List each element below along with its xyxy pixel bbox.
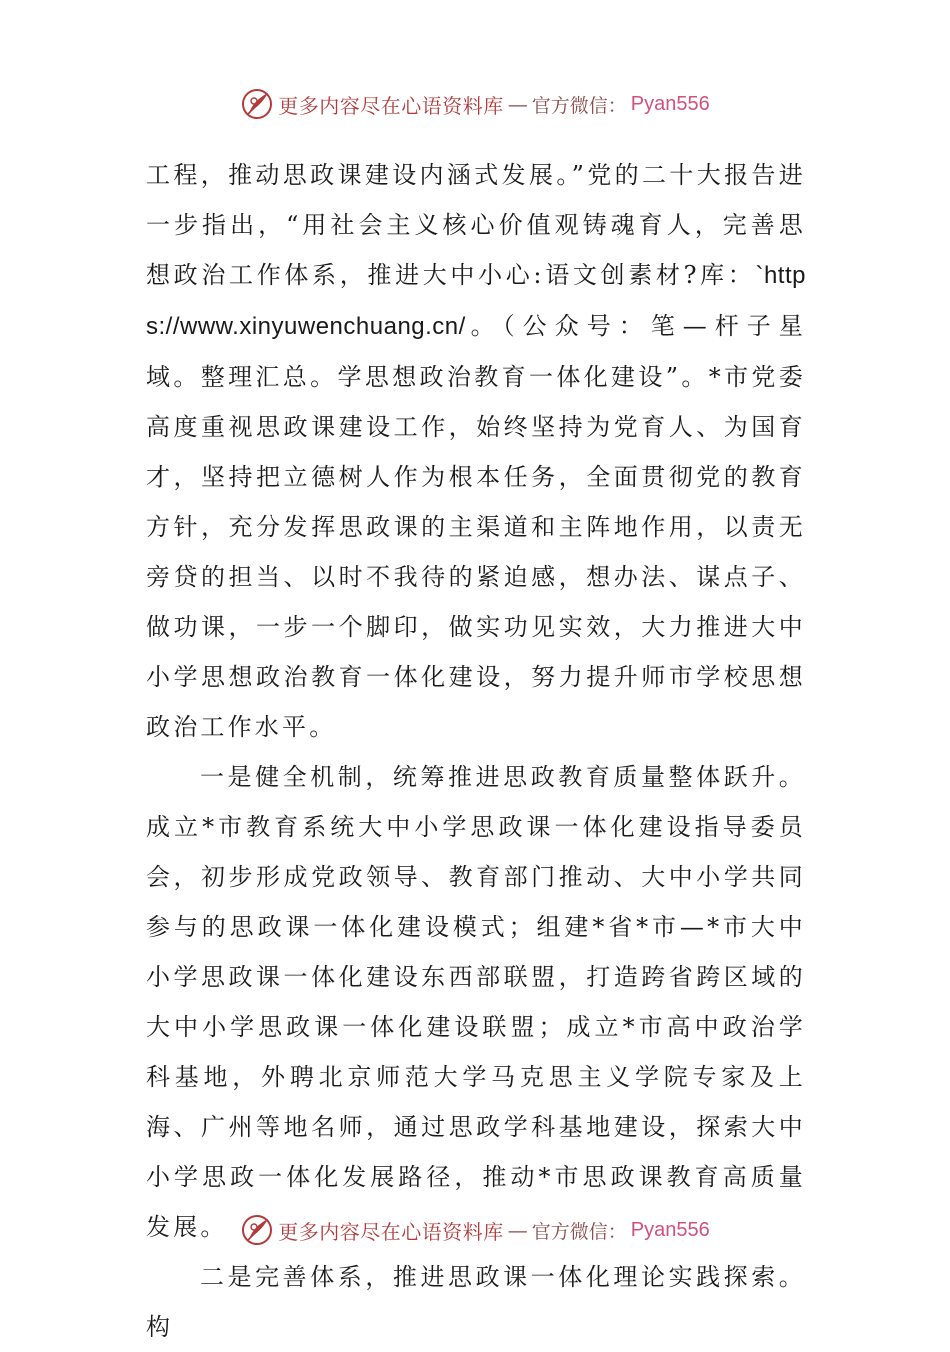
banner-separator: —	[507, 1218, 528, 1242]
paragraph-1	[146, 150, 806, 752]
paragraph-1-part-1: 工程，推动思政课建设内涵式发展。”党的二十大报告进一步指出，“用社会主义核心价值观铸魂育人，完善思想政治工作体系，推进大中小心:语文创素材?库：	[146, 161, 806, 289]
paragraph-2: 一是健全机制，统筹推进思政教育质量整体跃升。成立*市教育系统大中小学思政课一体化建设指导委员会，初步形成党政领导、教育部门推动、大中小学共同参与的思政课一体化建设模式；组建*省*市—*市大中小学思政课一体化建设东西部联盟，打造跨省跨区域的大中小学思政课一体化建设联盟；成立*市高中政治学科基地，外聘北京师范大学马克思主义学院专家及上海、广州等地名师，通过思政学科基地建设，探索大中小学思政一体化发展路径，推动*市思政课教育高质量发展。	[146, 763, 806, 1241]
wechat-id: Pyan556	[630, 92, 710, 115]
promo-text: 更多内容尽在心语资料库	[278, 1219, 504, 1244]
wechat-label: 官方微信：	[531, 1220, 627, 1243]
wechat-label: 官方微信：	[531, 94, 627, 117]
banner-separator: —	[507, 92, 528, 116]
paragraph-1-part-2: 。（公众号：笔—杆子星域。整理汇总。学思想政治教育一体化建设”。*市党委高度重视思政课建设工作，始终坚持为党育人、为国育才，坚持把立德树人作为根本任务，全面贯彻党的教育方针，充分发挥思政课的主渠道和主阵地作用，以责无旁贷的担当、以时不我待的紧迫感，想办法、谋点子、做功课，一步一个脚印，做实功见实效，大力推进大中小学思想政治教育一体化建设，努力提升师市学校思想政治工作水平。	[146, 312, 806, 741]
document-body	[146, 150, 806, 1352]
quill-pen-logo-icon	[240, 87, 274, 121]
wechat-id: Pyan556	[630, 1218, 710, 1241]
header-banner	[0, 84, 950, 124]
footer-banner	[0, 1210, 950, 1250]
promo-text: 更多内容尽在心语资料库	[278, 93, 504, 118]
quill-pen-logo-icon	[240, 1213, 274, 1247]
paragraph-3: 二是完善体系，推进思政课一体化理论实践探索。构	[146, 1263, 806, 1341]
source-url: `https://www.xinyuwenchuang.cn/	[146, 262, 806, 340]
